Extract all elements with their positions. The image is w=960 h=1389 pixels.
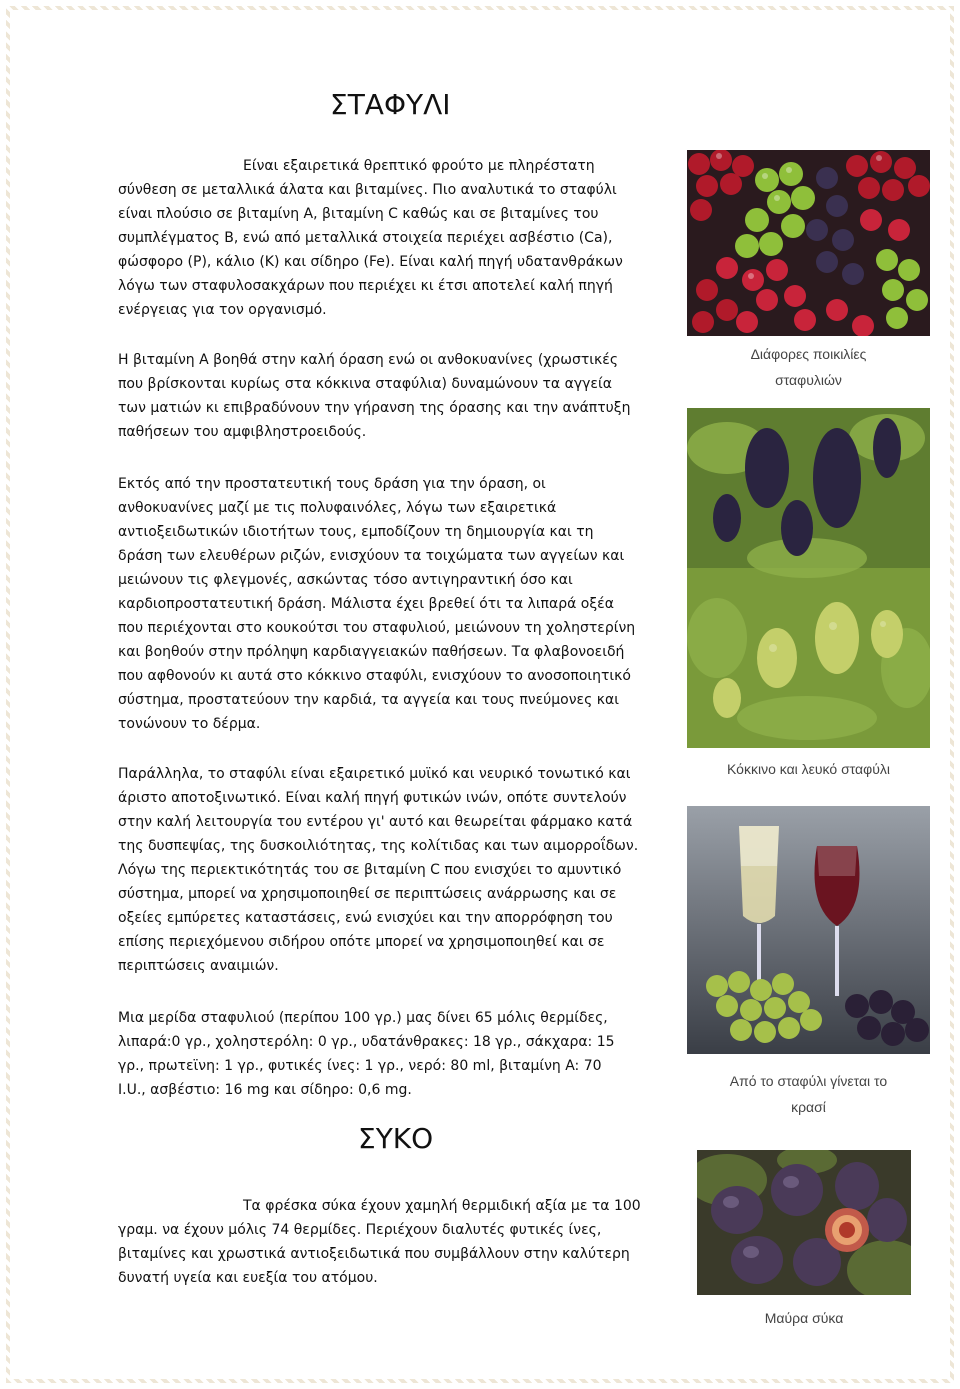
grape-varieties-icon <box>687 150 930 336</box>
black-figs-photo <box>697 1150 911 1295</box>
caption-line: Από το σταφύλι γίνεται το <box>729 1073 888 1089</box>
text-line: και βοηθούν στην πρόληψη καρδιαγγειακών παθήσεων. Τα φλαβονοειδή <box>118 644 625 660</box>
text-line: των ματιών κι επιβραδύνουν την γήρανση της όρασης και την ανάπτυξη <box>118 400 631 416</box>
text-line: επίσης περιεχόμενου σιδήρου οπότε μπορεί να χρησιμοποιηθεί και σε <box>118 934 605 950</box>
text-line: δράση των ελευθέρων ριζών, ενισχύουν τα τοιχώματα των αγγείων και <box>118 548 625 564</box>
text-line: σύνθεση σε μεταλλικά άλατα και βιταμίνες. Πιο αναλυτικά το σταφύλι <box>118 182 617 198</box>
text-line: δυνατή υγεία και ευεξία του ατόμου. <box>118 1270 378 1286</box>
black-figs-icon <box>697 1150 911 1295</box>
text-line: γρ., πρωτεϊνη: 1 γρ., φυτικές ίνες: 1 γρ., νερό: 80 ml, βιταμίνη A: 70 <box>118 1058 602 1074</box>
text-line: λιπαρά:0 γρ., χοληστερόλη: 0 γρ., υδατάνθρακες: 18 γρ., σάκχαρα: 15 <box>118 1034 615 1050</box>
tonic-paragraph <box>118 762 674 978</box>
text-line: που βρίσκονται κυρίως στα κόκκινα σταφύλια) δυναμώνουν τα αγγεία <box>118 376 612 392</box>
text-line: Τα φρέσκα σύκα έχουν χαμηλή θερμιδική αξία με τα 100 <box>243 1198 641 1214</box>
text-line: γραμ. να έχουν μόλις 74 θερμίδες. Περιέχουν διαλυτές φυτικές ίνες, <box>118 1222 602 1238</box>
wine-glasses-icon <box>687 806 930 1054</box>
text-line: είναι πλούσιο σε βιταμίνη A, βιταμίνη C καθώς και σε βιταμίνες του <box>118 206 599 222</box>
text-line: βιταμίνες και χρωστικά αντιοξειδωτικά που συμβάλλουν στην καλύτερη <box>118 1246 630 1262</box>
vine-grapes-icon <box>687 408 930 748</box>
text-line: που αφθονούν κι αυτά στο κόκκινο σταφύλι, ενισχύουν το ανοσοποιητικό <box>118 668 631 684</box>
caption-wine <box>687 1068 930 1120</box>
text-line: I.U., ασβέστιο: 16 mg και σίδηρο: 0,6 mg. <box>118 1082 412 1098</box>
caption-line: Διάφορες ποικιλίες <box>750 346 867 362</box>
grape-intro-paragraph <box>118 154 678 322</box>
text-line: σύστημα, προστατεύουν την καρδιά, τα αγγεία και τους πνεύμονες και <box>118 692 619 708</box>
text-line: αντιοξειδωτικών ιδιοτήτων τους, εμποδίζουν τη δημιουργία και τη <box>118 524 594 540</box>
fig-paragraph <box>118 1194 680 1290</box>
text-line: Είναι εξαιρετικά θρεπτικό φρούτο με πληρέστατη <box>243 158 595 174</box>
text-line: συμπλέγματος B, ενώ από μεταλλικά στοιχεία περιέχει ασβέστιο (Ca), <box>118 230 613 246</box>
text-line: ανθοκυανίνες μαζί με τις πολυφαινόλες, λόγω των εξαιρετικά <box>118 500 557 516</box>
text-line: Λόγω της περιεκτικότητάς του σε βιταμίνη C που ενισχύει το αμυντικό <box>118 862 622 878</box>
text-line: άριστο αποτοξινωτικό. Είναι καλή πηγή φυτικών ινών, οπότε συντελούν <box>118 790 627 806</box>
caption-line: σταφυλιών <box>775 372 842 388</box>
text-line: καρδιοπροστατευτική δράση. Μάλιστα έχει βρεθεί ότι τα λιπαρά οξέα <box>118 596 614 612</box>
vine-grapes-photo <box>687 408 930 748</box>
caption-line: Μαύρα σύκα <box>764 1310 844 1326</box>
grape-title: ΣΤΑΦΥΛΙ <box>330 88 451 121</box>
text-line: οξείες εμπύρετες καταστάσεις, ενώ ενισχύει και την απορρόφηση του <box>118 910 613 926</box>
caption-figs <box>697 1305 911 1331</box>
text-line: μειώνουν τις φλεγμονές, ασκώντας τόσο αντιγηραντική όσο και <box>118 572 573 588</box>
text-line: Η βιταμίνη A βοηθά στην καλή όραση ενώ οι ανθοκυανίνες (χρωστικές <box>118 352 619 368</box>
text-line: περιπτώσεις αναιμιών. <box>118 958 279 974</box>
caption-line: Κόκκινο και λευκό σταφύλι <box>727 761 890 777</box>
wine-glasses-photo <box>687 806 930 1054</box>
text-line: Παράλληλα, το σταφύλι είναι εξαιρετικό μυϊκό και νευρικό τονωτικό και <box>118 766 631 782</box>
anthocyanins-paragraph <box>118 472 674 736</box>
text-line: τονώνουν το δέρμα. <box>118 716 261 732</box>
text-line: παθήσεων του αμφιβληστροειδούς. <box>118 424 367 440</box>
caption-line: κρασί <box>791 1099 826 1115</box>
text-line: Μια μερίδα σταφυλιού (περίπου 100 γρ.) μας δίνει 65 μόλις θερμίδες, <box>118 1010 608 1026</box>
text-line: φώσφορο (P), κάλιο (K) και σίδηρο (Fe). Είναι καλή πηγή υδατανθράκων <box>118 254 623 270</box>
caption-red-white <box>687 756 930 782</box>
text-line: λόγω των σταφυλοσακχάρων που περιέχει κι έτσι αποτελεί καλή πηγή <box>118 278 613 294</box>
nutrition-paragraph <box>118 1006 678 1102</box>
text-line: Εκτός από την προστατευτική τους δράση για την όραση, οι <box>118 476 546 492</box>
caption-varieties <box>687 341 930 393</box>
text-line: που περιέχονται στο κουκούτσι του σταφυλιού, μειώνουν τη χοληστερίνη <box>118 620 636 636</box>
text-line: σύστημα, μπορεί να χρησιμοποιηθεί σε περιπτώσεις ανάρρωσης και σε <box>118 886 617 902</box>
vitamin-a-paragraph <box>118 348 678 444</box>
grape-varieties-photo <box>687 150 930 336</box>
text-line: στην καλή λειτουργία του εντέρου γι' αυτό και θεωρείται φάρμακο κατά <box>118 814 633 830</box>
text-line: της δυσπεψίας, της δυσκοιλιότητας, της κολίτιδας και των αιμορροΐδων. <box>118 838 639 854</box>
text-line: ενέργειας για τον οργανισμό. <box>118 302 327 318</box>
fig-title: ΣΥΚΟ <box>358 1122 434 1155</box>
